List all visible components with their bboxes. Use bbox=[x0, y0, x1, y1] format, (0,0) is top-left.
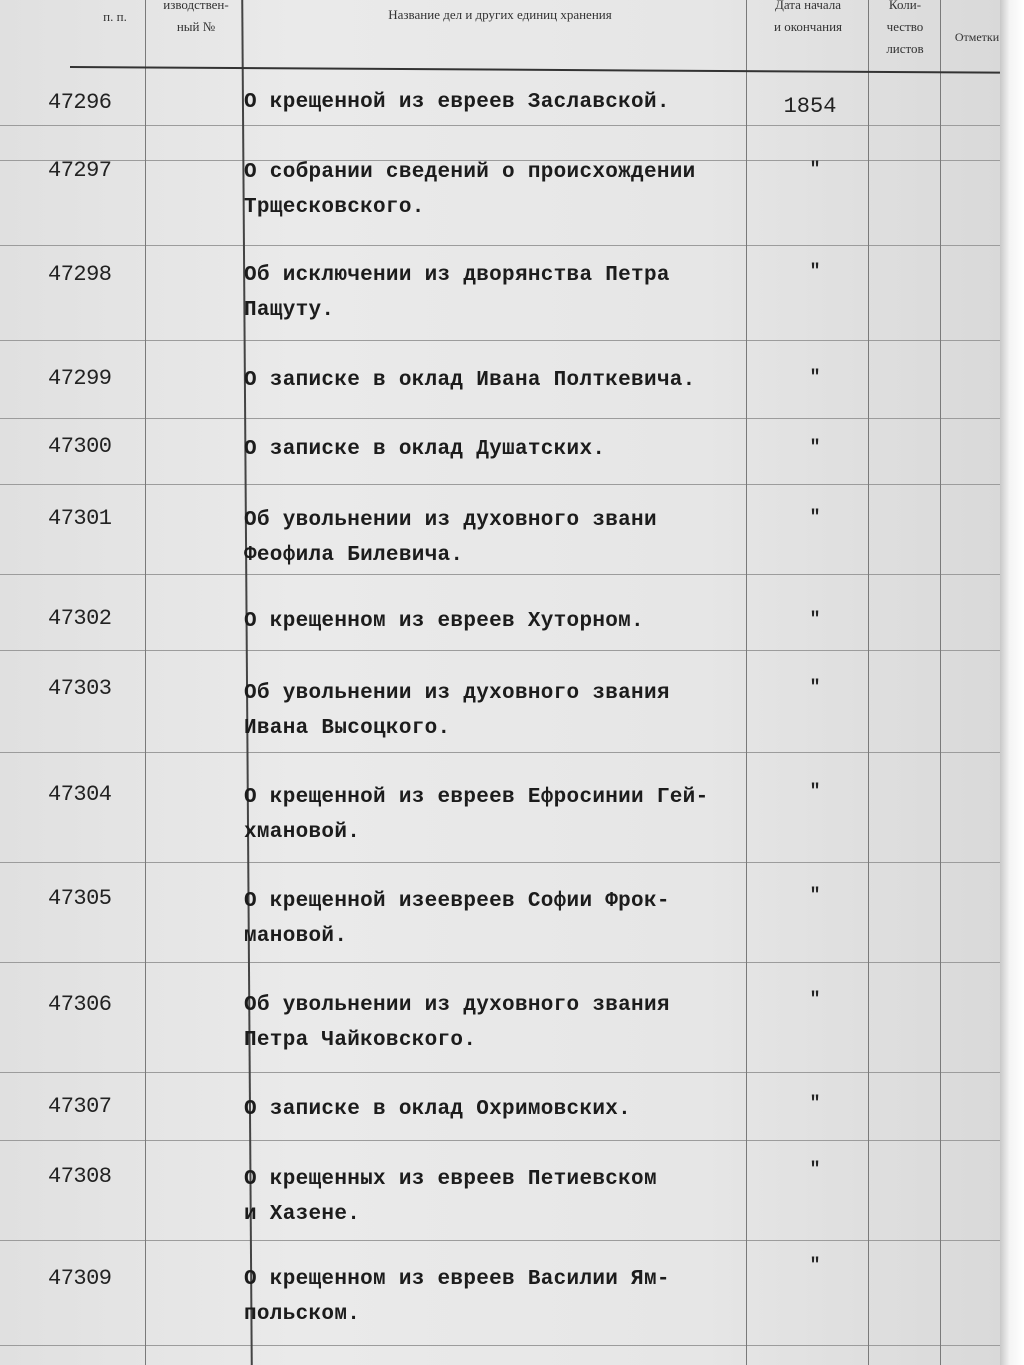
entry-title bbox=[244, 884, 784, 954]
entry-date-ditto: " bbox=[809, 1256, 821, 1276]
entry-number: 47303 bbox=[48, 676, 112, 701]
entry-title bbox=[244, 676, 784, 746]
entry-title bbox=[244, 988, 784, 1058]
header-sheets-line2: чество bbox=[886, 19, 924, 34]
entry-title-line1: О крещенных из евреев Петиевском bbox=[244, 1168, 657, 1191]
column-divider bbox=[940, 0, 941, 1365]
ruled-line bbox=[0, 418, 1000, 419]
entry-number: 47308 bbox=[48, 1164, 112, 1189]
entry-date: 1854 bbox=[783, 94, 837, 119]
page-edge bbox=[1000, 0, 1024, 1365]
entry-title-line1: О записке в оклад Душатских. bbox=[244, 438, 606, 461]
entry-title-line1: О крещенном из евреев Хуторном. bbox=[244, 610, 644, 633]
entry-number: 47306 bbox=[48, 992, 112, 1017]
entry-title-line2: Феофила Билевича. bbox=[244, 544, 464, 567]
header-rule bbox=[70, 66, 1000, 74]
entry-title bbox=[244, 1092, 784, 1127]
ruled-line bbox=[0, 245, 1000, 246]
entry-number: 47300 bbox=[48, 434, 112, 459]
entry-date-ditto: " bbox=[809, 438, 821, 458]
entry-title-line1: О крещенной из евреев Ефросинии Гей- bbox=[244, 786, 709, 809]
header-pp: п. п. bbox=[103, 9, 127, 24]
entry-title-line1: О крещенной изеевреев Софии Фрок- bbox=[244, 890, 670, 913]
entry-date-ditto: " bbox=[809, 782, 821, 802]
ruled-line bbox=[0, 1072, 1000, 1073]
entry-date-ditto: " bbox=[809, 262, 821, 282]
entry-number: 47309 bbox=[48, 1266, 112, 1291]
entry-title-line1: О записке в оклад Охримовских. bbox=[244, 1098, 632, 1121]
entry-number: 47298 bbox=[48, 262, 112, 287]
ruled-line bbox=[0, 484, 1000, 485]
entry-title-line1: Об увольнении из духовного звания bbox=[244, 994, 670, 1017]
entry-title bbox=[244, 85, 784, 120]
entry-date-ditto: " bbox=[809, 886, 821, 906]
ruled-line bbox=[0, 125, 1000, 126]
entry-title bbox=[244, 363, 784, 398]
header-production-number-line2: ный № bbox=[176, 19, 216, 34]
header-notes: Отметки bbox=[954, 30, 1000, 44]
entry-date-ditto: " bbox=[809, 368, 821, 388]
entry-date-ditto: " bbox=[809, 508, 821, 528]
entry-title-line2: хмановой. bbox=[244, 821, 361, 844]
ruled-line bbox=[0, 752, 1000, 753]
entry-title-line2: Трщесковского. bbox=[244, 196, 425, 219]
column-divider bbox=[145, 0, 146, 1365]
ruled-line bbox=[0, 962, 1000, 963]
entry-title-line1: Об увольнении из духовного звани bbox=[244, 509, 657, 532]
header-title: Название дел и других единиц хранения bbox=[388, 7, 612, 22]
entry-date-ditto: " bbox=[809, 678, 821, 698]
entry-number: 47301 bbox=[48, 506, 112, 531]
ruled-line bbox=[0, 1240, 1000, 1241]
header-sheets bbox=[870, 0, 940, 60]
header-sheets-line1: Коли- bbox=[888, 0, 922, 12]
entry-number: 47307 bbox=[48, 1094, 112, 1119]
entry-date-ditto: " bbox=[809, 160, 821, 180]
entry-title bbox=[244, 604, 784, 639]
entry-date-ditto: " bbox=[809, 1094, 821, 1114]
ruled-line bbox=[0, 862, 1000, 863]
entry-title-line1: О собрании сведений о происхождении bbox=[244, 161, 696, 184]
entry-number: 47297 bbox=[48, 158, 112, 183]
entry-title-line2: польском. bbox=[244, 1303, 361, 1326]
entry-title bbox=[244, 258, 784, 328]
header-production-number bbox=[146, 0, 246, 38]
ruled-line bbox=[0, 650, 1000, 651]
header-dates-line1: Дата начала bbox=[774, 0, 842, 12]
header-sheets-line3: листов bbox=[886, 41, 924, 56]
entry-date-ditto: " bbox=[809, 610, 821, 630]
entry-title bbox=[244, 503, 784, 573]
ruled-line bbox=[0, 340, 1000, 341]
header-production-number-line1: изводствен- bbox=[163, 0, 229, 12]
entry-title-line1: Об увольнении из духовного звания bbox=[244, 682, 670, 705]
entry-number: 47305 bbox=[48, 886, 112, 911]
entry-title bbox=[244, 1162, 784, 1232]
entry-title bbox=[244, 432, 784, 467]
entry-title-line2: Ивана Высоцкого. bbox=[244, 717, 451, 740]
header-dates-line2: и окончания bbox=[773, 19, 843, 34]
entry-title-line1: О крещенной из евреев Заславской. bbox=[244, 91, 670, 114]
entry-number: 47299 bbox=[48, 366, 112, 391]
entry-number: 47296 bbox=[48, 90, 112, 115]
entry-date-ditto: " bbox=[809, 1160, 821, 1180]
entry-title-line2: мановой. bbox=[244, 925, 348, 948]
entry-number: 47302 bbox=[48, 606, 112, 631]
entry-date-ditto: " bbox=[809, 990, 821, 1010]
entry-title-line1: О крещенном из евреев Василии Ям- bbox=[244, 1268, 670, 1291]
entry-title bbox=[244, 780, 784, 850]
entry-title-line1: О записке в оклад Ивана Полткевича. bbox=[244, 369, 696, 392]
entry-number: 47304 bbox=[48, 782, 112, 807]
ruled-line bbox=[0, 1345, 1000, 1346]
entry-title-line1: Об исключении из дворянства Петра bbox=[244, 264, 670, 287]
entry-title bbox=[244, 1262, 784, 1332]
entry-title-line2: Пащуту. bbox=[244, 299, 335, 322]
ruled-line bbox=[0, 1140, 1000, 1141]
entry-title-line2: и Хазене. bbox=[244, 1203, 361, 1226]
column-divider bbox=[868, 0, 869, 1365]
entry-title bbox=[244, 155, 784, 225]
entry-title-line2: Петра Чайковского. bbox=[244, 1029, 477, 1052]
header-dates bbox=[748, 0, 868, 38]
ruled-line bbox=[0, 574, 1000, 575]
